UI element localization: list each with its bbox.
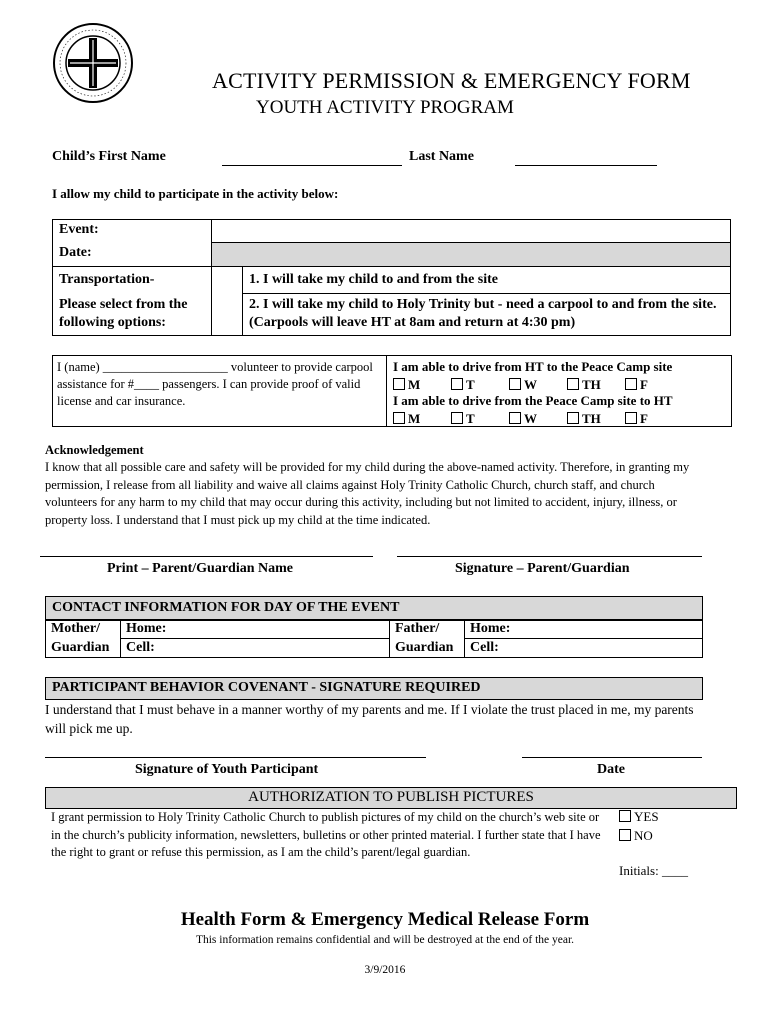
church-seal-cross-icon <box>52 22 134 104</box>
youth-signature-label: Signature of Youth Participant <box>135 762 319 777</box>
parent-name-field[interactable] <box>40 556 373 557</box>
date-field[interactable] <box>212 243 731 267</box>
transportation-label: Transportation- <box>53 267 212 294</box>
sign-parent-label: Signature – Parent/Guardian <box>455 561 630 576</box>
checkbox-icon <box>567 378 579 390</box>
form-date: 3/9/2016 <box>364 964 406 976</box>
day-w[interactable]: W <box>509 377 567 393</box>
covenant-heading: PARTICIPANT BEHAVIOR COVENANT - SIGNATURE REQUIRED <box>52 680 481 695</box>
option2-checkbox[interactable] <box>212 294 243 336</box>
child-last-name-field[interactable] <box>515 165 657 166</box>
day-f[interactable]: F <box>625 377 683 393</box>
contact-heading: CONTACT INFORMATION FOR DAY OF THE EVENT <box>52 600 400 615</box>
drive-to-days <box>393 376 683 394</box>
acknowledgement-text: I know that all possible care and safety will be provided for my child during the above-named activity. Therefore, in granting my permission, I release from all liability and waive all claims against Holy Trinity Catholic Church, church staff, and church volunteers for any harm to my child that may occur during this activity, including but not limited to accident, injury, illness, or property loss. I understand that I must pick up my child at the time indicated. <box>45 460 690 527</box>
day-t[interactable]: T <box>451 411 509 427</box>
checkbox-icon <box>625 378 637 390</box>
youth-date-field[interactable] <box>522 757 702 758</box>
option1-checkbox[interactable] <box>212 267 243 294</box>
event-table <box>52 219 731 336</box>
day-th[interactable]: TH <box>567 411 625 427</box>
publish-heading: AUTHORIZATION TO PUBLISH PICTURES <box>248 789 534 805</box>
checkbox-icon <box>393 412 405 424</box>
drive-from-days <box>393 410 683 428</box>
carpool-divider <box>386 356 387 426</box>
form-title: ACTIVITY PERMISSION & EMERGENCY FORM <box>212 68 691 93</box>
date-label: Date: <box>53 243 212 267</box>
drive-from-label: I am able to drive from the Peace Camp site to HT <box>393 393 673 408</box>
checkbox-icon <box>451 412 463 424</box>
checkbox-icon <box>509 378 521 390</box>
checkbox-icon <box>509 412 521 424</box>
child-first-name-field[interactable] <box>222 165 402 166</box>
checkbox-icon <box>625 412 637 424</box>
day-f[interactable]: F <box>625 411 683 427</box>
youth-signature-field[interactable] <box>45 757 426 758</box>
drive-to-label: I am able to drive from HT to the Peace Camp site <box>393 359 673 374</box>
checkbox-icon <box>619 810 631 822</box>
checkbox-icon <box>567 412 579 424</box>
parent-signature-field[interactable] <box>397 556 702 557</box>
covenant-text: I understand that I must behave in a manner worthy of my parents and me. If I violate the trust placed in me, my parents will pick me up. <box>45 702 694 736</box>
contact-table <box>45 619 703 658</box>
health-form-subtitle: This information remains confidential and will be destroyed at the end of the year. <box>195 934 575 946</box>
checkbox-icon <box>619 829 631 841</box>
day-t[interactable]: T <box>451 377 509 393</box>
acknowledgement-heading: Acknowledgement <box>45 443 144 457</box>
child-first-name-label: Child’s First Name <box>52 149 166 164</box>
covenant-heading-bar <box>45 677 703 700</box>
print-parent-label: Print – Parent/Guardian Name <box>107 561 294 576</box>
health-form-title: Health Form & Emergency Medical Release Form <box>180 909 590 930</box>
event-field[interactable] <box>212 220 731 243</box>
mother-home-field[interactable]: Home: <box>121 620 390 639</box>
day-w[interactable]: W <box>509 411 567 427</box>
carpool-volunteer-text: I (name) ____________________ volunteer to provide carpool assistance for #____ passengers. I can provide proof of valid license and car insurance. <box>57 360 373 408</box>
mother-cell-field[interactable]: Cell: <box>121 639 390 658</box>
day-m[interactable]: M <box>393 377 451 393</box>
child-last-name-label: Last Name <box>409 149 474 164</box>
contact-heading-bar <box>45 596 703 621</box>
church-seal-logo <box>52 22 134 104</box>
day-m[interactable]: M <box>393 411 451 427</box>
guardian1-label: Guardian <box>46 639 121 658</box>
date-label: Date <box>597 762 625 777</box>
form-subtitle: YOUTH ACTIVITY PROGRAM <box>256 97 514 118</box>
select-options-label: Please select from the following options: <box>53 294 212 336</box>
father-label: Father/ <box>390 620 465 639</box>
publish-no-option[interactable]: NO <box>619 828 653 844</box>
allow-text: I allow my child to participate in the activity below: <box>52 186 339 201</box>
father-cell-field[interactable]: Cell: <box>465 639 703 658</box>
option1-text: 1. I will take my child to and from the site <box>243 267 731 294</box>
event-label: Event: <box>53 220 212 243</box>
guardian2-label: Guardian <box>390 639 465 658</box>
publish-text: I grant permission to Holy Trinity Catholic Church to publish pictures of my child on the church’s web site or in the church’s publicity information, newsletters, bulletins or other printed material. I further state that I have the right to grant or refuse this permission, as I am the child’s parent/legal guardian. <box>51 810 601 859</box>
publish-yes-option[interactable]: YES <box>619 809 659 825</box>
initials-field[interactable]: Initials: ____ <box>619 863 688 878</box>
day-th[interactable]: TH <box>567 377 625 393</box>
checkbox-icon <box>393 378 405 390</box>
checkbox-icon <box>451 378 463 390</box>
carpool-box <box>52 355 732 427</box>
publish-heading-bar <box>45 787 737 809</box>
option2-text: 2. I will take my child to Holy Trinity but - need a carpool to and from the site. (Carpools will leave HT at 8am and return at 4:30 pm) <box>243 294 731 336</box>
mother-label: Mother/ <box>46 620 121 639</box>
father-home-field[interactable]: Home: <box>465 620 703 639</box>
